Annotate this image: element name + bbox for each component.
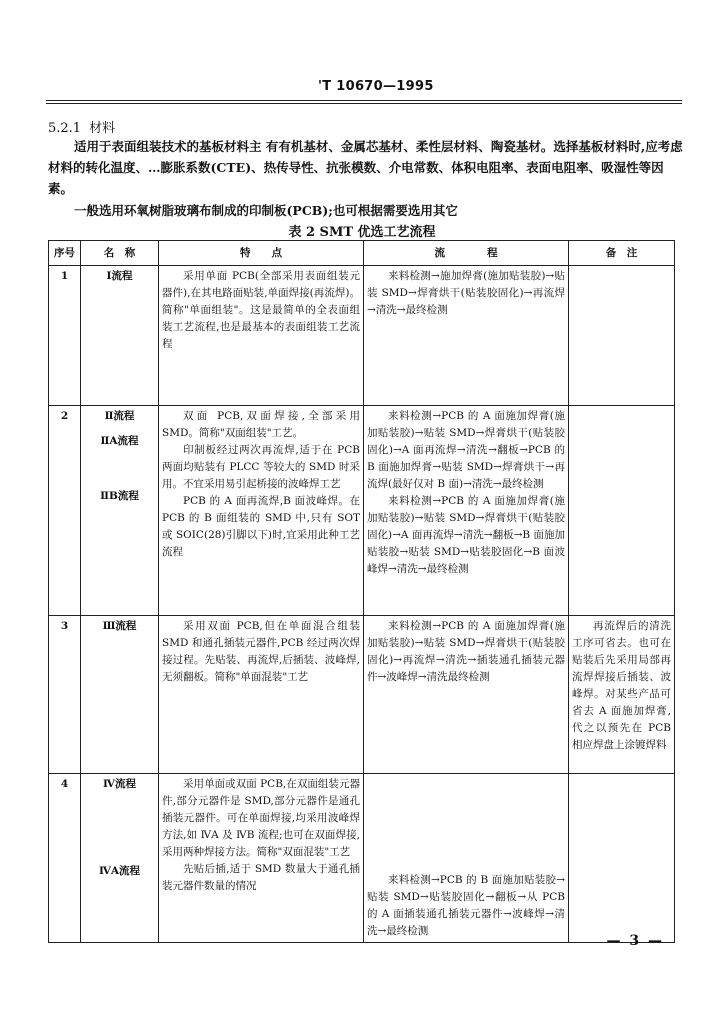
row-feature: 采用双面 PCB,但在单面混合组装 SMD 和通孔插装元器件,PCB 经过两次焊接过程。先贴装、再流焊,后插装、波峰焊,无须翻板。简称"单面混装"工艺 [159, 616, 364, 774]
table-row [49, 774, 675, 943]
table-caption: 表 2 SMT 优选工艺流程 [288, 225, 436, 240]
paragraph-materials: 适用于表面组装技术的基板材料主 有有机基材、金属芯基材、柔性层材料、陶瓷基材。选择基板材料时,应考虑材料的转化温度、…膨胀系数(CTE)、热传导性、抗张模数、介电常数、体积电阻率、表面电阻率、吸湿性等因素。 [48, 139, 683, 196]
row-note: 再流焊后的清洗工序可省去。也可在贴装后先采用局部再流焊焊接后插装、波峰焊。对某些产品可省去 A 面施加焊膏,代之以预先在 PCB 相应焊盘上涂镀焊料 [569, 616, 675, 774]
row-name: Ⅲ流程 [81, 616, 159, 774]
table-row [49, 266, 675, 406]
row-seq: 1 [49, 266, 81, 406]
row-name: Ⅰ流程 [81, 266, 159, 406]
row-feature: 双面 PCB,双面焊接,全部采用 SMD。简称"双面组装"工艺。 印制板经过两次再流焊,适于在 PCB 两面均贴装有 PLCC 等较大的 SMD 时采用。不宜采用易引起桥接的波峰焊工艺 PCB 的 A 面再流焊,B 面波峰焊。在 PCB 的 B 面组装的 SMD 中,只有 SOT 或 SOIC(28)引脚以下)时,宜采用此种工艺流程 [159, 406, 364, 616]
row-name [81, 406, 159, 616]
process-name: Ⅳ流程 [103, 778, 136, 790]
page-number: — 3 — [606, 933, 664, 949]
header-name: 名 称 [81, 241, 159, 266]
row-flow: 来料检测→PCB 的 B 面施加贴装胶→贴装 SMD→贴装胶固化→翻板→从 PCB 的 A 面插装通孔插装元器件→波峰焊→清洗→最终检测 [364, 774, 569, 943]
table-row [49, 616, 675, 774]
row-seq: 4 [49, 774, 81, 943]
header-rule [46, 100, 682, 101]
process-name-b: ⅡB流程 [100, 490, 139, 502]
row-seq: 3 [49, 616, 81, 774]
header-rule [46, 103, 682, 104]
process-name-a: ⅡA流程 [100, 435, 139, 447]
header-note: 备 注 [569, 241, 675, 266]
header-flow: 流 程 [364, 241, 569, 266]
section-heading [48, 117, 115, 136]
header-feature: 特 点 [159, 241, 364, 266]
standard-header: 'T 10670—1995 [318, 79, 434, 94]
process-name-a: ⅣA流程 [98, 865, 141, 877]
row-note [569, 266, 675, 406]
row-feature: 采用单面 PCB(全部采用表面组装元器件),在其电路面贴装,单面焊接(再流焊)。简称"单面组装"。这是最简单的全表面组装工艺流程,也是最基本的表面组装工艺流程 [159, 266, 364, 406]
header-seq: 序号 [49, 241, 81, 266]
row-note [569, 406, 675, 616]
row-flow: 来料检测→施加焊膏(施加贴装胶)→贴装 SMD→焊膏烘干(贴装胶固化)→再流焊→清洗→最终检测 [364, 266, 569, 406]
row-flow: 来料检测→PCB 的 A 面施加焊膏(施加贴装胶)→贴装 SMD→焊膏烘干(贴装胶固化)→A 面再流焊→清洗→翻板→PCB 的 B 面施加焊膏→贴装 SMD→焊膏烘干→再流焊(最好仅对 B 面)→清洗→最终检测 来料检测→PCB 的 A 面施加焊膏(施加贴装胶)→贴装 SMD→焊膏烘干(贴装胶固化)→A 面再流焊→清洗→翻板→B 面施加贴装胶→贴装 SMD→贴装胶固化→B 面波峰焊→清洗→最终检测 [364, 406, 569, 616]
process-name: Ⅱ流程 [104, 410, 135, 422]
row-flow: 来料检测→PCB 的 A 面施加焊膏(施加贴装胶)→贴装 SMD→焊膏烘干(贴装胶固化)→再流焊→清洗→插装通孔插装元器件→波峰焊→清洗最终检测 [364, 616, 569, 774]
smt-process-table [48, 240, 675, 943]
row-name [81, 774, 159, 943]
table-row [49, 406, 675, 616]
paragraph-pcb: 一般选用环氧树脂玻璃布制成的印制板(PCB);也可根据需要选用其它 [74, 203, 458, 218]
section-title: 材料 [89, 121, 116, 136]
row-feature: 采用单面或双面 PCB,在双面组装元器件,部分元器件是 SMD,部分元器件是通孔插装元器件。可在单面焊接,均采用波峰焊方法,如 ⅣA 及 ⅣB 流程;也可在双面焊接,采用两种焊接方法。简称"双面混装"工艺 先贴后插,适于 SMD 数量大于通孔插装元器件数量的情况 [159, 774, 364, 943]
table-header-row [49, 241, 675, 266]
row-note [569, 774, 675, 943]
row-seq: 2 [49, 406, 81, 616]
section-number: 5.2.1 [48, 121, 82, 136]
